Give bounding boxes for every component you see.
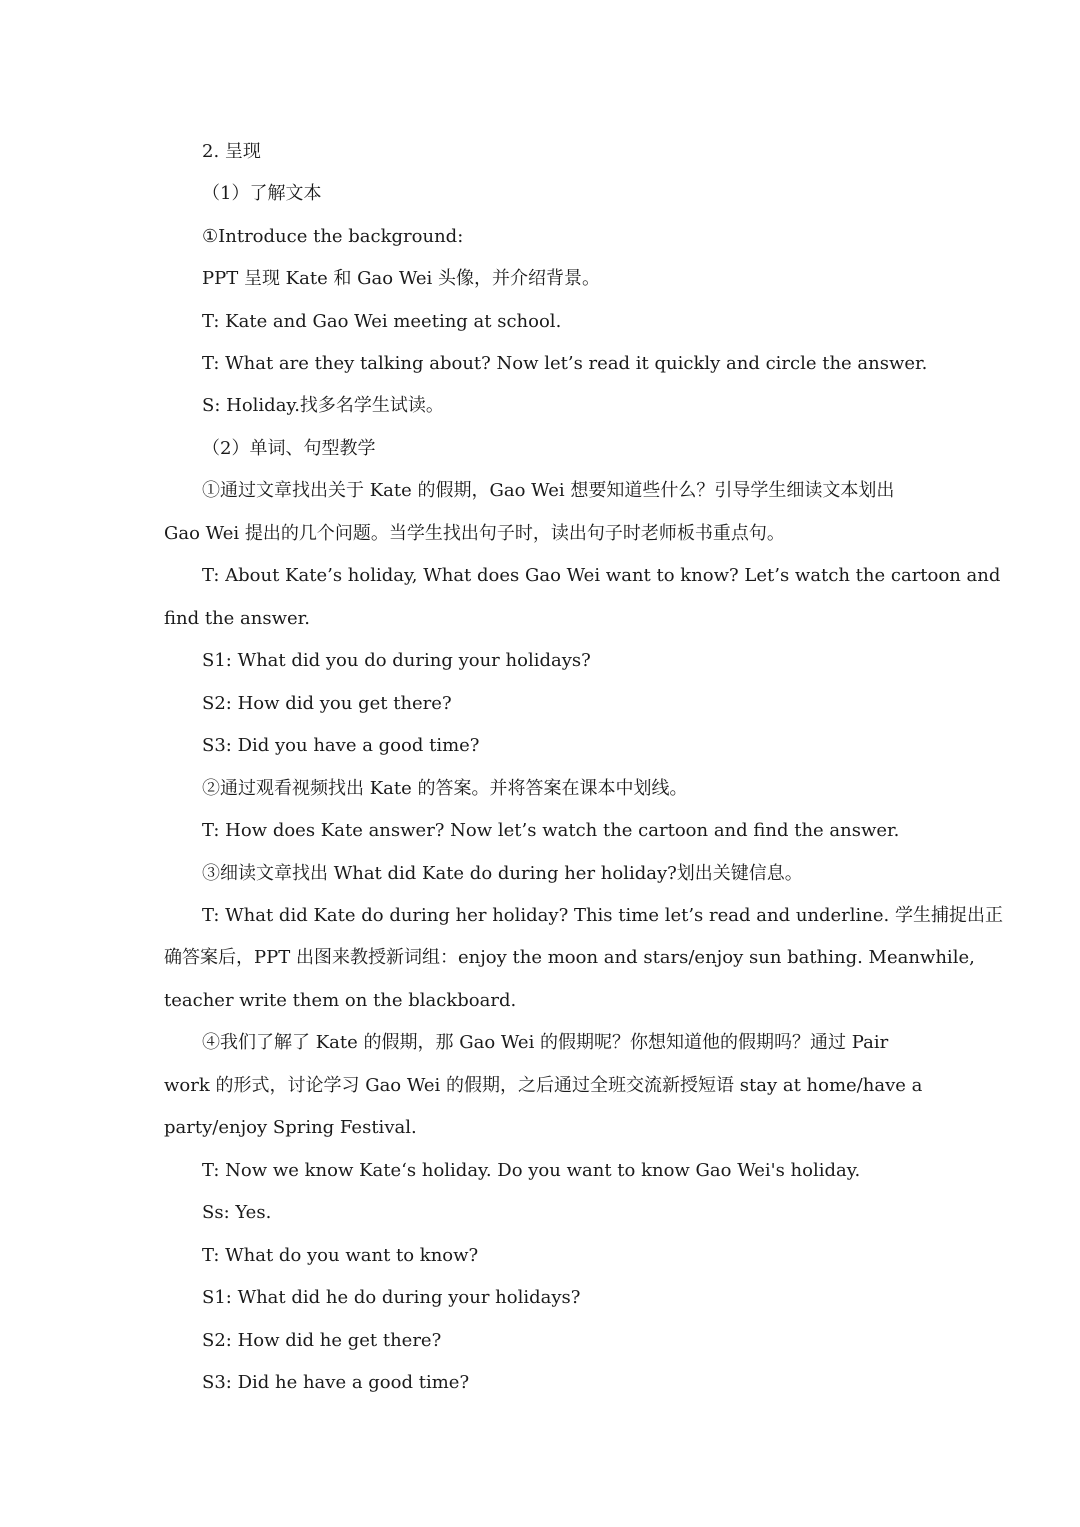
paragraph-line: ②通过观看视频找出 Kate 的答案。并将答案在课本中划线。: [202, 778, 688, 799]
paragraph-line: find the answer.: [164, 608, 311, 629]
paragraph-line: 确答案后，PPT 出图来教授新词组：enjoy the moon and stars/enjoy sun bathing. Meanwhile,: [164, 947, 975, 968]
paragraph-line: Gao Wei 提出的几个问题。当学生找出句子时，读出句子时老师板书重点句。: [164, 523, 785, 544]
section-heading: 2. 呈现: [202, 141, 261, 162]
paragraph-line: S3: Did he have a good time?: [202, 1372, 470, 1393]
paragraph-line: S1: What did you do during your holidays?: [202, 650, 591, 671]
paragraph-line: T: What do you want to know?: [202, 1245, 479, 1266]
subsection-heading: （1）了解文本: [202, 183, 322, 204]
paragraph-line: S2: How did you get there?: [202, 693, 452, 714]
paragraph-line: S2: How did he get there?: [202, 1330, 442, 1351]
paragraph-line: T: What are they talking about? Now let’s read it quickly and circle the answer.: [202, 353, 928, 374]
paragraph-line: T: Now we know Kate‘s holiday. Do you want to know Gao Wei's holiday.: [202, 1160, 861, 1181]
paragraph-line: T: Kate and Gao Wei meeting at school.: [202, 311, 562, 332]
paragraph-line: teacher write them on the blackboard.: [164, 990, 517, 1011]
paragraph-line: PPT 呈现 Kate 和 Gao Wei 头像，并介绍背景。: [202, 268, 601, 289]
paragraph-line: ①通过文章找出关于 Kate 的假期，Gao Wei 想要知道些什么？引导学生细读文本划出: [202, 480, 895, 501]
paragraph-line: S: Holiday.找多名学生试读。: [202, 395, 444, 416]
paragraph-line: T: How does Kate answer? Now let’s watch the cartoon and find the answer.: [202, 820, 900, 841]
paragraph-line: S1: What did he do during your holidays?: [202, 1287, 581, 1308]
paragraph-line: ①Introduce the background:: [202, 226, 464, 247]
subsection-heading: （2）单词、句型教学: [202, 438, 376, 459]
paragraph-line: T: About Kate’s holiday, What does Gao Wei want to know? Let’s watch the cartoon and: [202, 565, 1001, 586]
paragraph-line: work 的形式，讨论学习 Gao Wei 的假期，之后通过全班交流新授短语 stay at home/have a: [164, 1075, 923, 1096]
paragraph-line: ③细读文章找出 What did Kate do during her holiday?划出关键信息。: [202, 863, 803, 884]
paragraph-line: Ss: Yes.: [202, 1202, 272, 1223]
paragraph-line: party/enjoy Spring Festival.: [164, 1117, 417, 1138]
paragraph-line: T: What did Kate do during her holiday? This time let’s read and underline. 学生捕捉出正: [202, 905, 1003, 926]
paragraph-line: ④我们了解了 Kate 的假期，那 Gao Wei 的假期呢？你想知道他的假期吗？通过 Pair: [202, 1032, 889, 1053]
paragraph-line: S3: Did you have a good time?: [202, 735, 480, 756]
